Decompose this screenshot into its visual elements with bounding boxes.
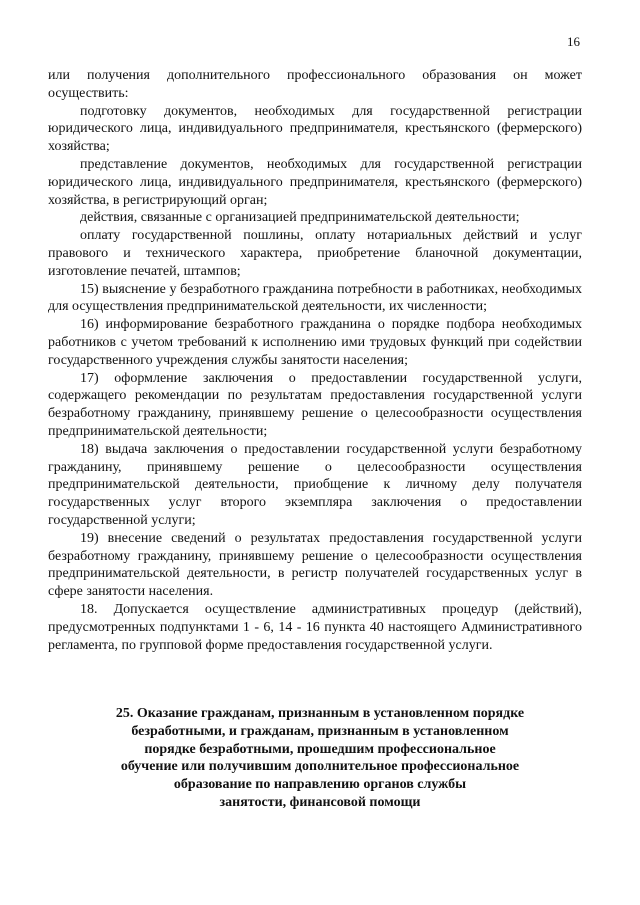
heading-line: обучение или получившим дополнительное профессиональное xyxy=(120,759,520,775)
paragraph-item-15: 15) выяснение у безработного гражданина потребности в работниках, необходимых для осуществления предпринимательской деятельности, их численности; xyxy=(48,281,582,315)
paragraph-item-19: 19) внесение сведений о результатах предоставления государственной услуги безработному гражданину, принявшему решение о целесообразности осуществления предпринимательской деятельности, в регистр получателей государственных услуг в сфере занятости населения. xyxy=(48,530,582,600)
heading-line: образование по направлению органов службы xyxy=(173,777,467,793)
paragraph-item-17: 17) оформление заключения о предоставлении государственной услуги, содержащего рекомендации по результатам предоставления государственной услуги безработному гражданину, принявшему решение о целесообразности осуществления предпринимательской деятельности; xyxy=(48,370,582,439)
section-heading xyxy=(70,705,570,812)
page-number: 16 xyxy=(567,34,580,49)
paragraph-continuation: или получения дополнительного профессионального образования он может осуществить: xyxy=(48,68,582,101)
paragraph-item-16: 16) информирование безработного гражданина о порядке подбора необходимых работников с учетом требований к исполнению ими трудовых функций при содействии государственного учреждения службы занятости населения; xyxy=(48,317,582,368)
paragraph-state-fee: оплату государственной пошлины, оплату нотариальных действий и услуг правового и технического характера, приобретение бланочной документации, изготовление печатей, штампов; xyxy=(48,228,582,279)
paragraph-prepare-documents: подготовку документов, необходимых для государственной регистрации юридического лица, индивидуального предпринимателя, крестьянского (фермерского) хозяйства; xyxy=(48,103,582,155)
paragraph-submit-documents: представление документов, необходимых для государственной регистрации юридического лица, индивидуального предпринимателя, крестьянского (фермерского) хозяйства, в регистрирующий орган; xyxy=(48,156,582,208)
heading-line: безработными, и гражданам, признанным в установленном xyxy=(131,723,509,739)
heading-line: занятости, финансовой помощи xyxy=(219,794,421,810)
paragraph-clause-18: 18. Допускается осуществление административных процедур (действий), предусмотренных подпунктами 1 - 6, 14 - 16 пункта 40 настоящего Административного регламента, по групповой форме предоставления государственной услуги. xyxy=(48,601,582,653)
paragraph-item-18: 18) выдача заключения о предоставлении государственной услуги безработному гражданину, принявшему решение о целесообразности осуществления предпринимательской деятельности, приобщение к личному делу получателя государственных услуг второго экземпляра заключения о предоставлении государственной услуги; xyxy=(48,441,582,528)
heading-line: 25. Оказание гражданам, признанным в установленном порядке xyxy=(115,706,525,721)
body-text xyxy=(48,67,582,654)
heading-line: порядке безработными, прошедшим профессиональное xyxy=(144,741,496,757)
paragraph-organization-actions: действия, связанные с организацией предпринимательской деятельности; xyxy=(80,210,520,226)
